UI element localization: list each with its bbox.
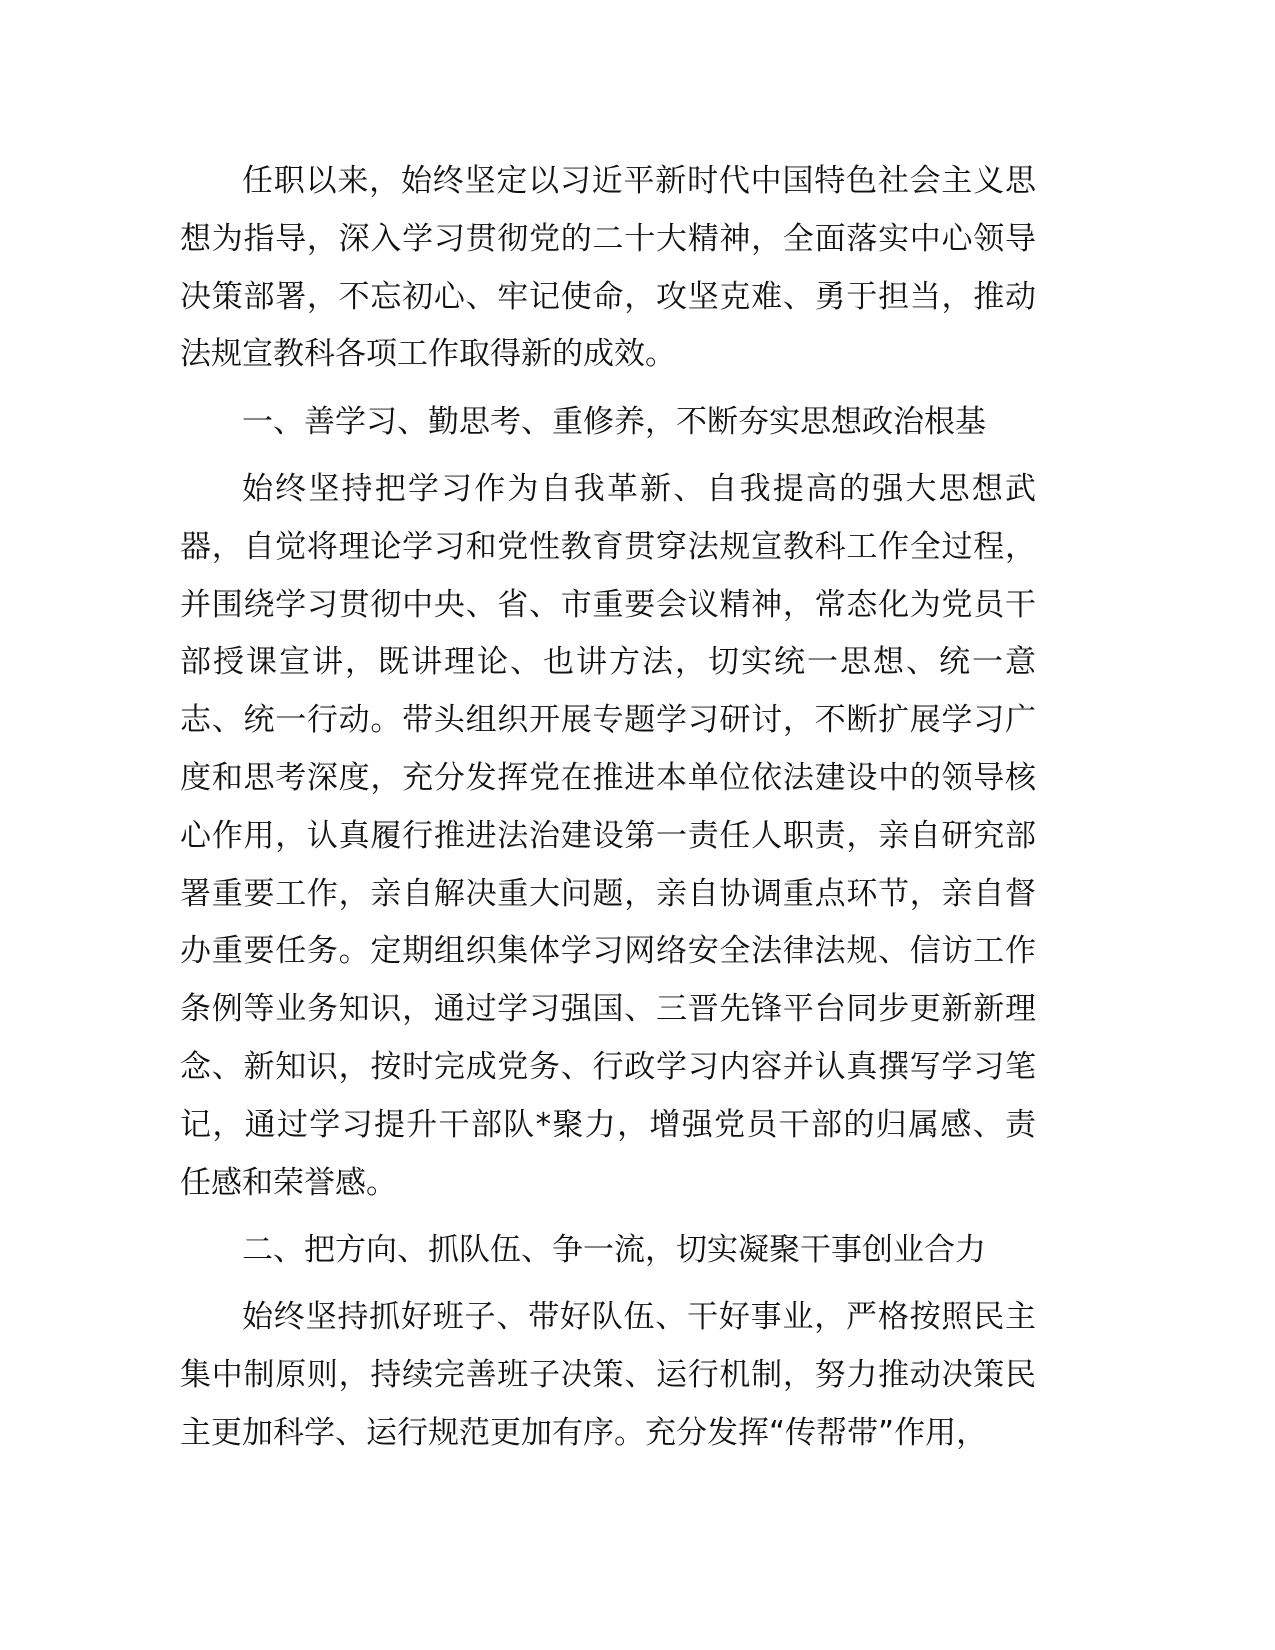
text-line: 想为指导，深入学习贯彻党的二十大精神，全面落实中心领导	[180, 220, 1036, 257]
paragraph-spacing	[180, 1212, 1036, 1222]
text-line: 并围绕学习贯彻中央、省、市重要会议精神，常态化为党员干	[180, 586, 1036, 623]
text-line: 度和思考深度，充分发挥党在推进本单位依法建设中的领导核	[180, 759, 1036, 796]
text-line: 器，自觉将理论学习和党性教育贯穿法规宣教科工作全过程，	[180, 528, 1036, 565]
paragraph-heading-2	[180, 1222, 1036, 1280]
document-body	[180, 153, 1036, 1463]
text-line: 任感和荣誉感。	[180, 1164, 397, 1201]
paragraph-spacing	[180, 451, 1036, 461]
text-line: 记，通过学习提升干部队*聚力，增强党员干部的归属感、责	[180, 1106, 1036, 1143]
paragraph-intro	[180, 153, 1036, 384]
text-line: 部授课宣讲，既讲理论、也讲方法，切实统一思想、统一意	[180, 644, 1036, 681]
text-line: 法规宣教科各项工作取得新的成效。	[180, 336, 676, 373]
text-line: 二、把方向、抓队伍、争一流，切实凝聚干事创业合力	[242, 1231, 986, 1268]
text-line: 志、统一行动。带头组织开展专题学习研讨，不断扩展学习广	[180, 702, 1036, 739]
paragraph-spacing	[180, 384, 1036, 394]
text-line: 决策部署，不忘初心、牢记使命，攻坚克难、勇于担当，推动	[180, 278, 1036, 315]
text-line: 任职以来，始终坚定以习近平新时代中国特色社会主义思	[242, 163, 1036, 199]
text-line: 一、善学习、勤思考、重修养，不断夯实思想政治根基	[242, 403, 986, 440]
paragraph-heading-1	[180, 394, 1036, 452]
paragraph-section-2-body	[180, 1289, 1036, 1462]
text-line: 心作用，认真履行推进法治建设第一责任人职责，亲自研究部	[180, 817, 1036, 854]
paragraph-spacing	[180, 1280, 1036, 1290]
text-line: 署重要工作，亲自解决重大问题，亲自协调重点环节，亲自督	[180, 875, 1036, 912]
text-line: 主更加科学、运行规范更加有序。充分发挥“传帮带”作用，	[180, 1414, 988, 1451]
text-line: 集中制原则，持续完善班子决策、运行机制，努力推动决策民	[180, 1356, 1036, 1393]
paragraph-section-1-body	[180, 461, 1036, 1212]
text-line: 办重要任务。定期组织集体学习网络安全法律法规、信访工作	[180, 933, 1036, 970]
text-line: 念、新知识，按时完成党务、行政学习内容并认真撰写学习笔	[180, 1048, 1036, 1085]
text-line: 条例等业务知识，通过学习强国、三晋先锋平台同步更新新理	[180, 991, 1036, 1028]
text-line: 始终坚持把学习作为自我革新、自我提高的强大思想武	[242, 470, 1036, 507]
text-line: 始终坚持抓好班子、带好队伍、干好事业，严格按照民主	[242, 1299, 1036, 1336]
